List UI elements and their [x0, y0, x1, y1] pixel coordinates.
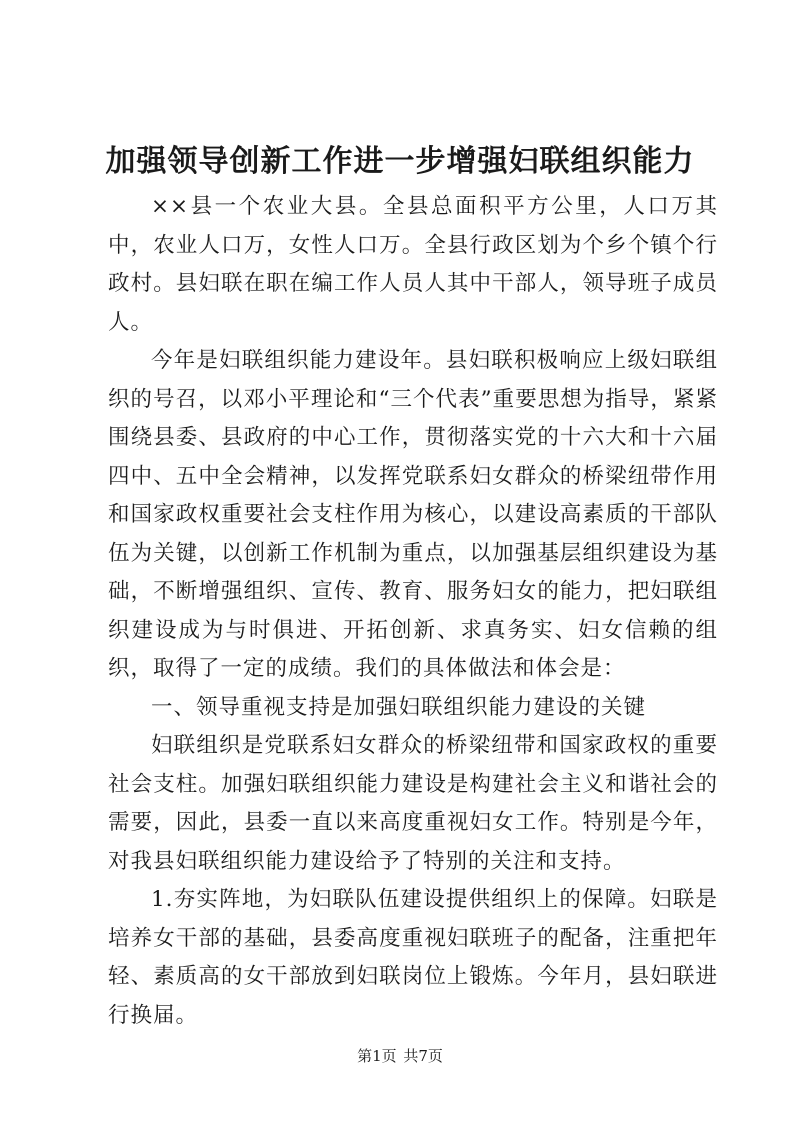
paragraph-capacity-year: 今年是妇联组织能力建设年。县妇联积极响应上级妇联组织的号召，以邓小平理论和“三个代表”重要思想为指导，紧紧围绕县委、县政府的中心工作，贯彻落实党的十六大和十六届四中、五中全会精神，以发挥党联系妇女群众的桥梁纽带作用和国家政权重要社会支柱作用为核心，以建设高素质的干部队伍为关键，以创新工作机制为重点，以加强基层组织建设为基础，不断增强组织、宣传、教育、服务妇女的能力，把妇联组织建设成为与时俱进、开拓创新、求真务实、妇女信赖的组织，取得了一定的成绩。我们的具体做法和体会是：: [108, 348, 718, 681]
document-title: 加强领导创新工作进一步增强妇联组织能力: [105, 144, 695, 179]
page-footer: [0, 1046, 800, 1066]
paragraph-county-overview: ××县一个农业大县。全县总面积平方公里，人口万其中，农业人口万，女性人口万。全县行政区划为个乡个镇个行政村。县妇联在职在编工作人员人其中干部人，领导班子成员人。: [108, 194, 718, 335]
document-body: [108, 188, 718, 1035]
page-number: 第1页: [357, 1047, 397, 1065]
section-heading-1: 一、领导重视支持是加强妇联组织能力建设的关键: [151, 694, 647, 720]
paragraph-leadership-support: 妇联组织是党联系妇女群众的桥梁纽带和国家政权的重要社会支柱。加强妇联组织能力建设是构建社会主义和谐社会的需要，因此，县委一直以来高度重视妇女工作。特别是今年，对我县妇联组织能力建设给予了特别的关注和支持。: [108, 733, 718, 874]
paragraph-point-1: 1.夯实阵地，为妇联队伍建设提供组织上的保障。妇联是培养女干部的基础，县委高度重视妇联班子的配备，注重把年轻、素质高的女干部放到妇联岗位上锻炼。今年月，县妇联进行换届。: [108, 887, 718, 1028]
page-total: 共7页: [403, 1047, 443, 1065]
